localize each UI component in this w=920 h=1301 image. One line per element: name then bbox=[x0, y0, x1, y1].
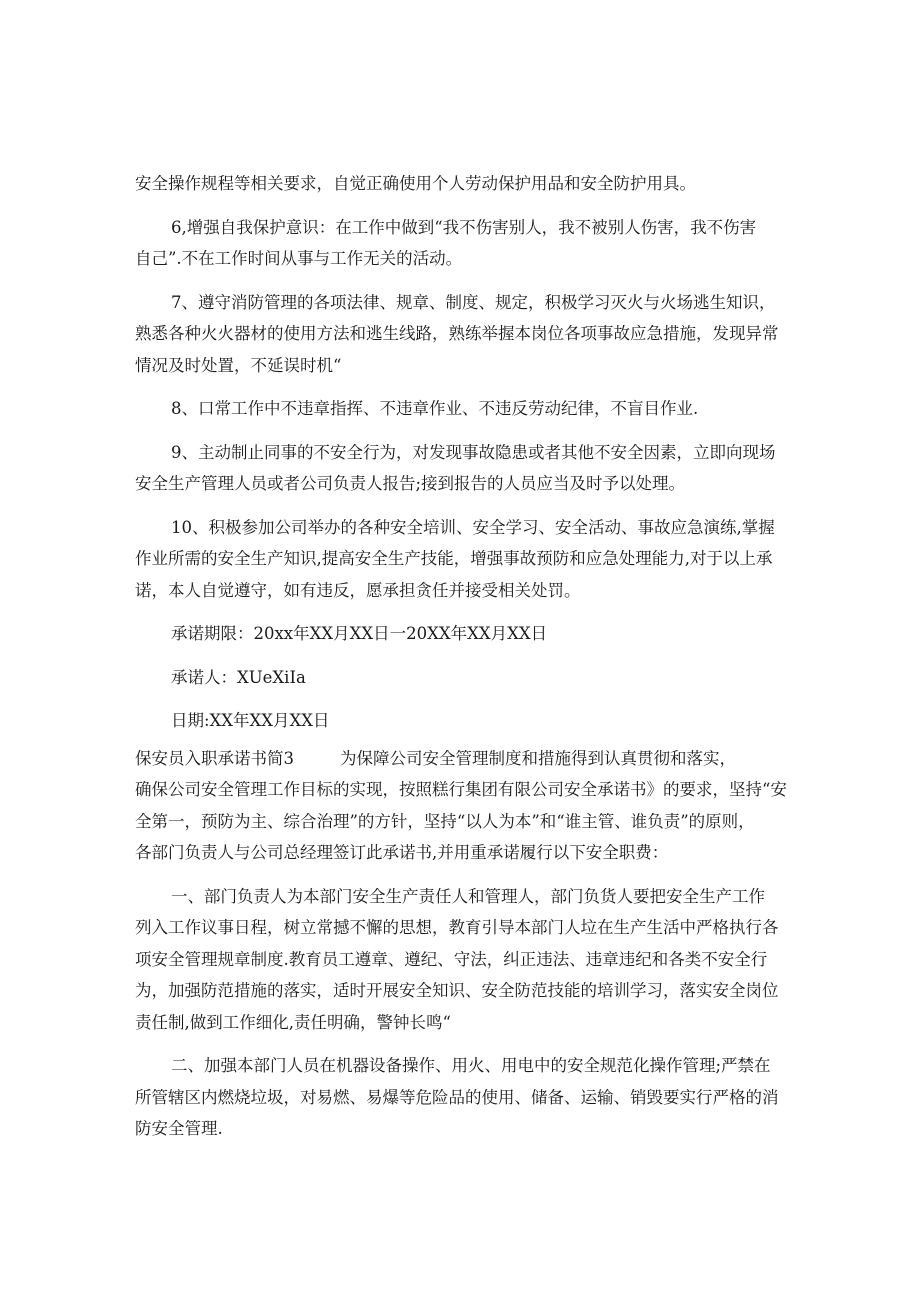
text-line: 确保公司安全管理工作目标的实现，按照糕行集团有限公司安全承诺书》的要求，坚持“安 bbox=[135, 780, 787, 799]
text-line: 全第一，预防为主、综合治理”的方针，坚持“以人为本”和“谁主管、谁负责”的原则， bbox=[135, 811, 755, 831]
text-line: 熟悉各种火火器材的使用方法和逃生线路，熟练举握本岗位各项事故应急措施，发现异常 bbox=[135, 324, 779, 343]
text-line: 8、口常工作中不违章指挥、不违章作业、不违反劳动纪律，不盲目作业. bbox=[171, 399, 699, 418]
commitment-date: 日期:XX年XX月XX日 bbox=[171, 711, 330, 730]
text-line: 安全生产管理人员或者公司负责人报告;接到报告的人员应当及时予以处理。 bbox=[135, 474, 686, 493]
text-line: 二、加强本部门人员在机器设备操作、用火、用电中的安全规范化操作管理;严禁在 bbox=[171, 1056, 771, 1075]
text-line: 诺，本人自觉遵守，如有违反，愿承担贪任并接受相关处罚。 bbox=[135, 580, 581, 600]
text-line: 为，加强防范措施的落实，适时开展安全知识、安全防范技能的培训学习，落实安全岗位 bbox=[135, 981, 779, 1000]
text-line: 为保障公司安全管理制度和措施得到认真贯彻和落实， bbox=[340, 748, 736, 768]
commitment-period: 承诺期限：20xx年XX月XX日一20XX年XX月XX日 bbox=[171, 624, 548, 643]
section-title: 保安员入职承诺书简3 bbox=[135, 748, 294, 768]
text-line: 所管辖区内燃烧垃圾，对易燃、易爆等危险品的使用、储备、运输、销毁要实行严格的消 bbox=[135, 1087, 779, 1107]
text-line: 责任制,做到工作细化,责任明确，警钟长鸣“ bbox=[135, 1012, 451, 1032]
text-line: 情况及时处置，不延误时机“ bbox=[135, 355, 342, 375]
text-line: 7、遵守消防管理的各项法律、规章、制度、规定，积极学习灭火与火场逃生知识， bbox=[171, 292, 776, 312]
text-line: 自己”.不在工作时间从事与工作无关的活动。 bbox=[135, 249, 463, 268]
text-line: 防安全管理. bbox=[135, 1119, 223, 1138]
text-line: 项安全管理规章制度.教育员工遵章、遵纪、守法，纠正违法、违章违纪和各类不安全行 bbox=[135, 949, 768, 969]
text-line: 9、主动制止同事的不安全行为，对发现事故隐患或者其他不安全因素，立即向现场 bbox=[171, 442, 776, 462]
text-line: 作业所需的安全生产知识,提高安全生产技能，增强事故预防和应急处理能力,对于以上承 bbox=[135, 549, 773, 568]
text-line: 各部门负责人与公司总经理签订此承诺书,并用重承诺履行以下安全职费： bbox=[135, 843, 669, 862]
section-line bbox=[135, 743, 790, 775]
text-line: 列入工作议事日程，树立常撼不懈的思想，教育引导本部门人垃在生产生活中严格执行各 bbox=[135, 918, 779, 937]
text-line: 一、部门负责人为本部门安全生产责任人和管理人，部门负货人要把安全生产工作 bbox=[171, 886, 765, 906]
text-line: 6,增强自我保护意识：在工作中做到“我不伤害别人，我不被别人伤害，我不伤害 bbox=[171, 217, 757, 237]
text-line: 10、积极参加公司举办的各种安全培训、安全学习、安全活动、事故应急演练,掌握 bbox=[171, 517, 775, 537]
text-line: 安全操作规程等相关要求，自觉正确使用个人劳动保护用品和安全防护用具。 bbox=[135, 174, 696, 193]
document-body bbox=[135, 168, 790, 1145]
commitment-person: 承诺人：XUeXiIa bbox=[171, 667, 306, 687]
